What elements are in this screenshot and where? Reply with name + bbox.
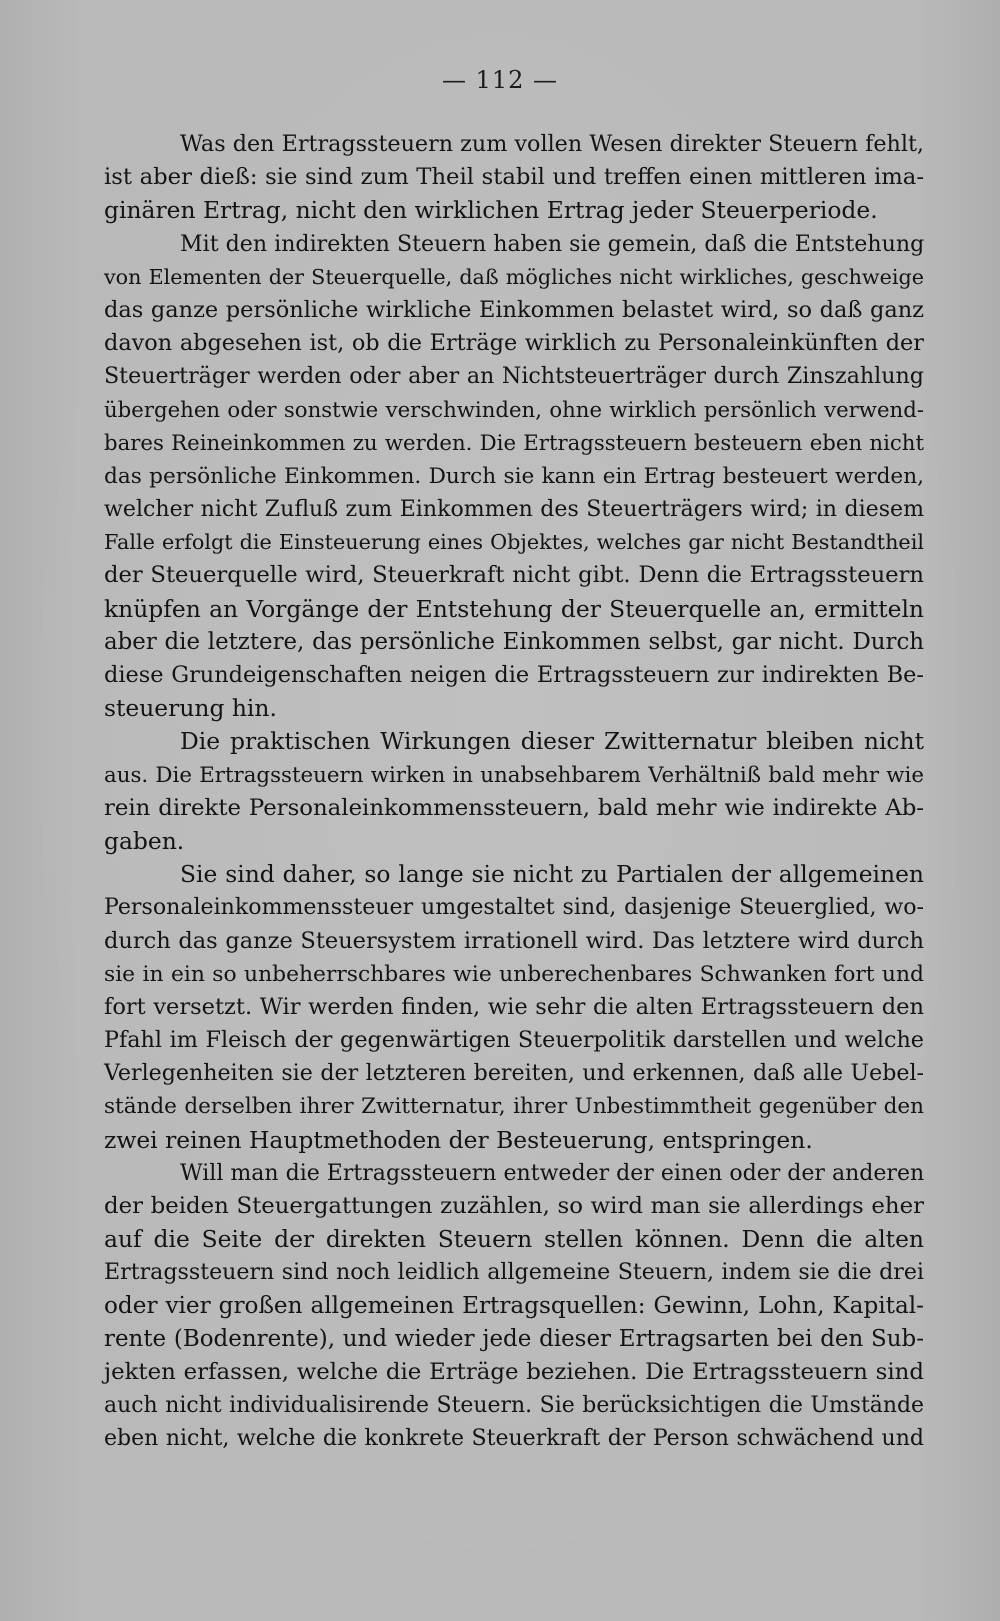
text-line: knüpfen an Vorgänge der Entstehung der Steuerquelle an, ermitteln <box>104 594 924 623</box>
text-line: bares Reineinkommen zu werden. Die Ertragssteuern besteuern eben nicht <box>104 430 924 456</box>
text-line: Personaleinkommenssteuer umgestaltet sind, dasjenige Steuerglied, wo- <box>104 894 924 921</box>
text-line: zwei reinen Hauptmethoden der Besteuerung, entspringen. <box>104 1125 813 1154</box>
text-line: das ganze persönliche wirkliche Einkommen belastet wird, so daß ganz <box>104 296 924 323</box>
text-line: diese Grundeigenschaften neigen die Ertragssteuern zur indirekten Be- <box>104 662 924 688</box>
text-line: rein direkte Personaleinkommenssteuern, bald mehr wie indirekte Ab- <box>104 794 924 821</box>
text-line: das persönliche Einkommen. Durch sie kann ein Ertrag besteuert werden, <box>104 463 924 489</box>
text-line: Die praktischen Wirkungen dieser Zwitternatur bleiben nicht <box>180 727 924 756</box>
text-line: Mit den indirekten Steuern haben sie gemein, daß die Entstehung <box>180 230 925 257</box>
paragraph <box>104 725 924 858</box>
text-line: ginären Ertrag, nicht den wirklichen Ertrag jeder Steuerperiode. <box>104 196 878 225</box>
text-line: von Elementen der Steuerquelle, daß mögliches nicht wirkliches, geschweige <box>104 264 924 289</box>
text-line: Pfahl im Fleisch der gegenwärtigen Steuerpolitik darstellen und welche <box>104 1027 924 1054</box>
text-line: aus. Die Ertragssteuern wirken in unabsehbarem Verhältniß bald mehr wie <box>104 762 924 788</box>
page-number: — 112 — <box>441 66 559 94</box>
text-line: jekten erfassen, welche die Erträge beziehen. Die Ertragssteuern sind <box>104 1358 924 1385</box>
text-line: davon abgesehen ist, ob die Erträge wirklich zu Personaleinkünften der <box>104 330 924 357</box>
text-line: der beiden Steuergattungen zuzählen, so wird man sie allerdings eher <box>104 1193 924 1219</box>
text-line: auch nicht individualisirende Steuern. Sie berücksichtigen die Umstände <box>104 1393 924 1419</box>
text-line: Sie sind daher, so lange sie nicht zu Partialen der allgemeinen <box>180 860 924 889</box>
text-line: Falle erfolgt die Einsteuerung eines Objektes, welches gar nicht Bestandtheil <box>104 530 924 555</box>
text-line: welcher nicht Zufluß zum Einkommen des Steuerträgers wird; in diesem <box>104 497 924 523</box>
text-line: steuerung hin. <box>104 694 277 723</box>
page-body <box>104 128 924 1456</box>
text-line: durch das ganze Steuersystem irrationell wird. Das letztere wird durch <box>104 927 924 954</box>
text-line: Steuerträger werden oder aber an Nichtsteuerträger durch Zinszahlung <box>104 363 924 390</box>
text-line: rente (Bodenrente), und wieder jede dieser Ertragsarten bei den Sub- <box>104 1325 924 1352</box>
text-line: fort versetzt. Wir werden finden, wie sehr die alten Ertragssteuern den <box>104 993 924 1020</box>
text-line: übergehen oder sonstwie verschwinden, ohne wirklich persönlich verwend- <box>104 397 924 423</box>
text-line: ist aber dieß: sie sind zum Theil stabil und treffen einen mittleren ima- <box>104 164 924 191</box>
text-line: Will man die Ertragssteuern entweder der einen oder der anderen <box>180 1160 925 1186</box>
text-line: sie in ein so unbeherrschbares wie unberechenbares Schwanken fort und <box>104 961 924 987</box>
text-line: eben nicht, welche die konkrete Steuerkraft der Person schwächend und <box>104 1426 924 1452</box>
paragraph <box>104 1157 924 1456</box>
text-line: auf die Seite der direkten Steuern stellen können. Denn die alten <box>104 1225 924 1254</box>
text-line: Was den Ertragssteuern zum vollen Wesen direkter Steuern fehlt, <box>180 131 924 157</box>
paragraph <box>104 858 924 1157</box>
text-line: Verlegenheiten sie der letzteren bereiten, und erkennen, daß alle Uebel- <box>104 1060 924 1087</box>
text-line: aber die letztere, das persönliche Einkommen selbst, gar nicht. Durch <box>104 628 924 655</box>
text-line: Ertragssteuern sind noch leidlich allgemeine Steuern, indem sie die drei <box>104 1259 924 1286</box>
paragraph <box>104 128 924 228</box>
paragraph <box>104 228 924 726</box>
text-line: der Steuerquelle wird, Steuerkraft nicht gibt. Denn die Ertragssteuern <box>104 562 924 589</box>
text-line: oder vier großen allgemeinen Ertragsquellen: Gewinn, Lohn, Kapital- <box>104 1292 924 1319</box>
text-line: gaben. <box>104 826 185 855</box>
text-line: stände derselben ihrer Zwitternatur, ihrer Unbestimmtheit gegenüber den <box>104 1094 924 1120</box>
